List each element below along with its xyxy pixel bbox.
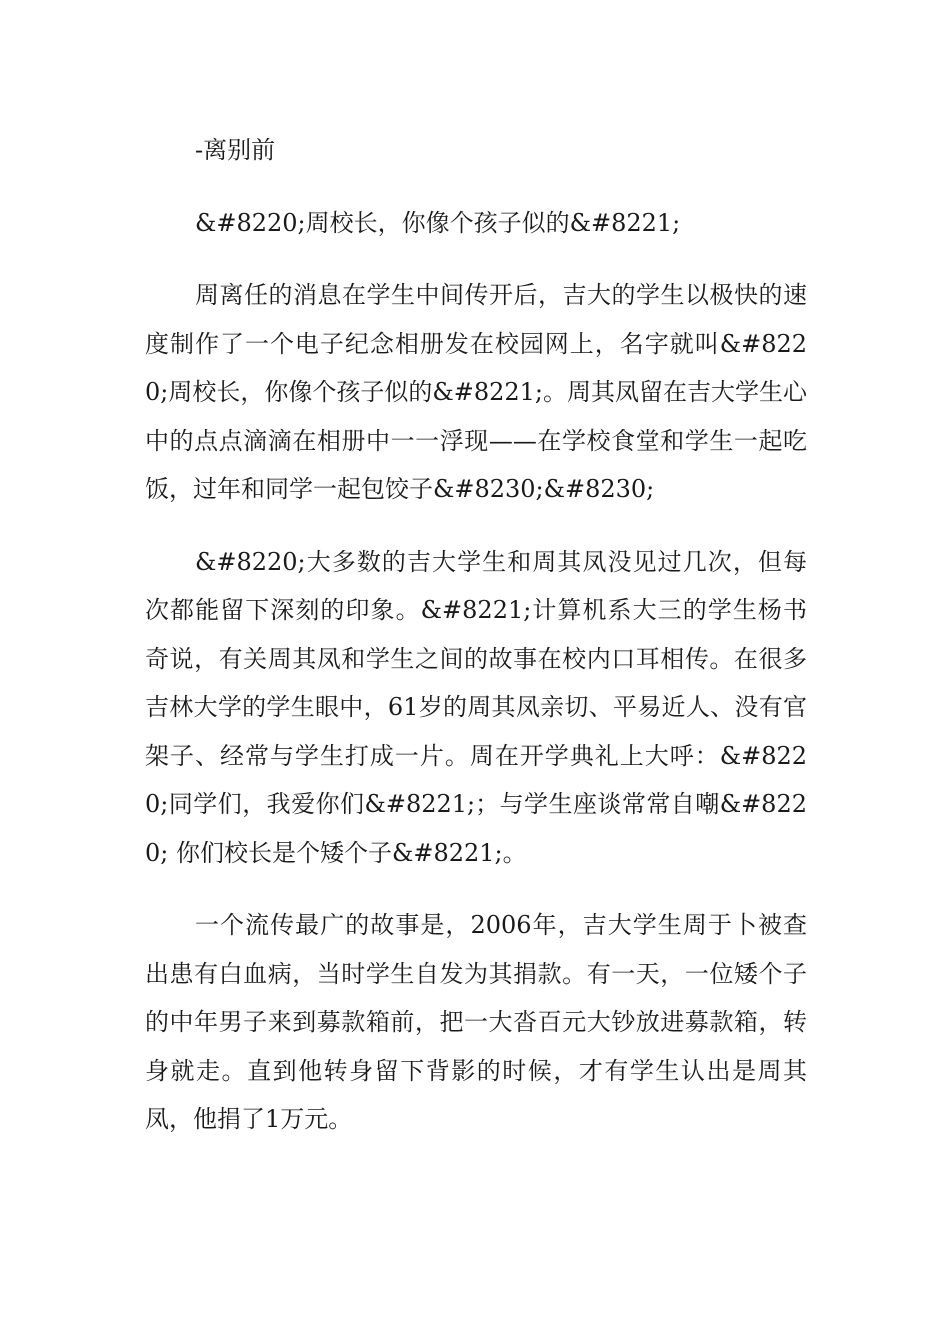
body-paragraph-3: 一个流传最广的故事是，2006年，吉大学生周于卜被查出患有白血病，当时学生自发为其捐款。有一天，一位矮个子的中年男子来到募款箱前，把一大沓百元大钞放进募款箱，转身就走。直到他转身留下背影的时候，才有学生认出是周其凤，他捐了1万元。 xyxy=(145,911,807,1133)
section-heading: -离别前 xyxy=(195,136,276,164)
body-paragraph-2: &#8220;大多数的吉大学生和周其凤没见过几次，但每次都能留下深刻的印象。&#8221;计算机系大三的学生杨书奇说，有关周其凤和学生之间的故事在校内口耳相传。在很多吉林大学的学生眼中，61岁的周其凤亲切、平易近人、没有官架子、经常与学生打成一片。周在开学典礼上大呼：&#8220;同学们，我爱你们&#8221;；与学生座谈常常自嘲&#8220; 你们校长是个矮个子&#8221;。 xyxy=(145,547,807,867)
subtitle-paragraph: &#8220;周校长，你像个孩子似的&#8221; xyxy=(195,208,681,237)
document-body xyxy=(145,126,807,1144)
body-paragraph-1: 周离任的消息在学生中间传开后，吉大的学生以极快的速度制作了一个电子纪念相册发在校园网上，名字就叫&#8220;周校长，你像个孩子似的&#8221;。周其凤留在吉大学生心中的点点滴滴在相册中一一浮现——在学校食堂和学生一起吃饭，过年和同学一起包饺子&#8230;&#8230; xyxy=(145,281,807,503)
